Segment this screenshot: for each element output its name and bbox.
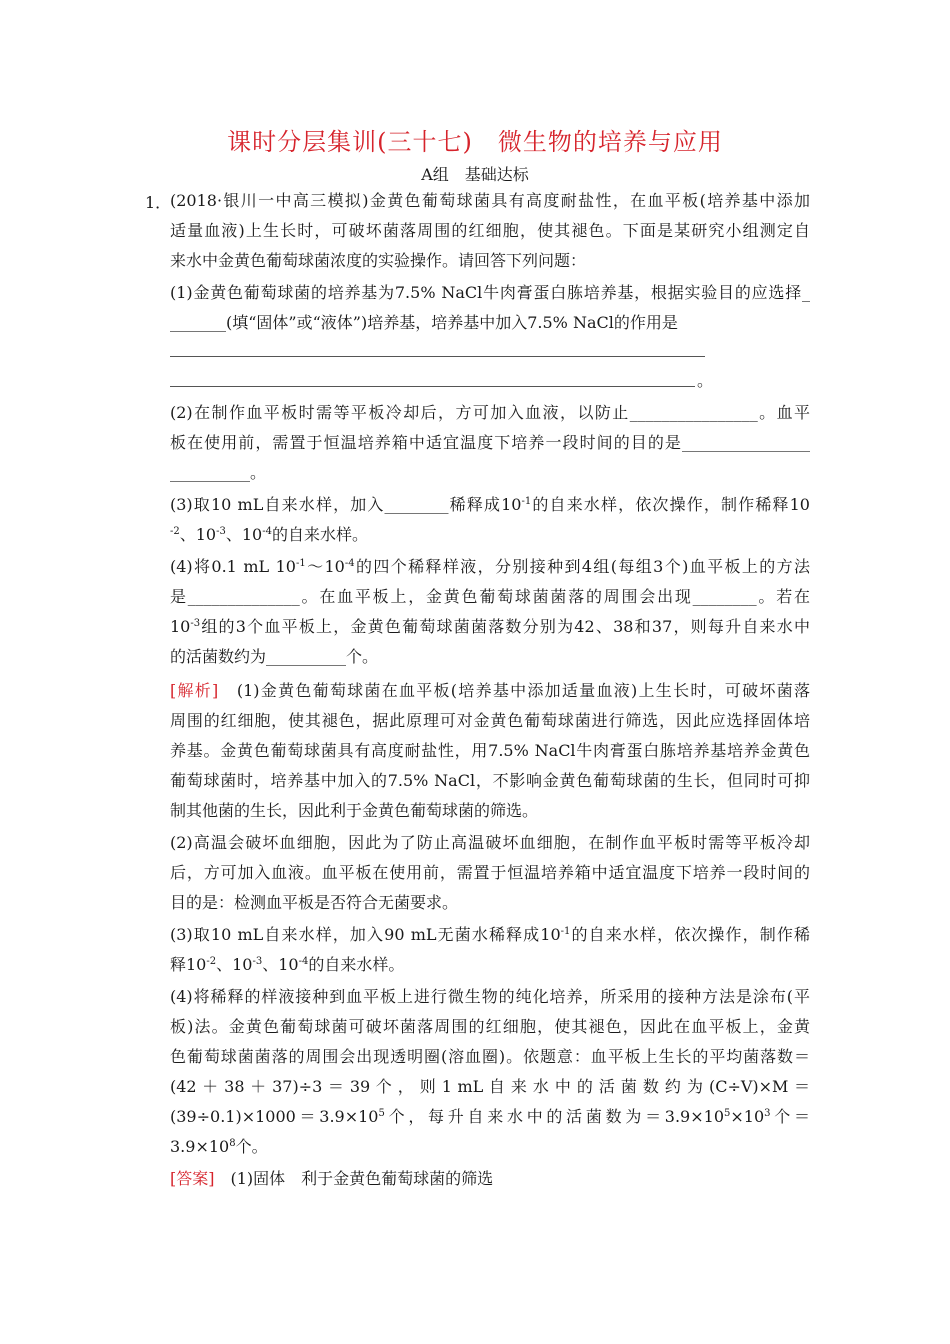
answer-text: (1)固体 利于金黄色葡萄球菌的筛选 bbox=[214, 1169, 494, 1188]
part2-line: (2)在制作血平板时需等平板冷却后，方可加入血液，以防止________________。血平 bbox=[170, 403, 810, 422]
text-run: 的自来水样，依次操作，制作稀释10 bbox=[531, 495, 810, 514]
exponent: 5 bbox=[724, 1108, 731, 1119]
text-run: 的自来水样。 bbox=[272, 525, 369, 544]
answer-blank-line bbox=[170, 386, 695, 387]
text-run: 、10 bbox=[216, 955, 253, 974]
analysis-line bbox=[170, 680, 810, 704]
analysis-line: 色葡萄球菌菌落的周围会出现透明圈(溶血圈)。依题意：血平板上生长的平均菌落数＝ bbox=[170, 1047, 810, 1066]
exponent: -1 bbox=[521, 496, 532, 507]
analysis-line: 后，方可加入血液。血平板在使用前，需置于恒温培养箱中适宜温度下培养一段时间的 bbox=[170, 863, 810, 882]
part4-line bbox=[170, 556, 810, 580]
text-run: 10 bbox=[170, 617, 191, 636]
text-run: ～10 bbox=[305, 557, 345, 576]
analysis-line: (2)高温会破坏血细胞，因此为了防止高温破坏血细胞，在制作血平板时需等平板冷却 bbox=[170, 833, 810, 852]
part1-line: _______(填“固体”或“液体”)培养基，培养基中加入7.5% NaCl的作用是 bbox=[170, 313, 678, 332]
part4-line: 的活菌数约为__________个。 bbox=[170, 647, 379, 666]
answer-line bbox=[170, 1168, 810, 1192]
text-run: 、10 bbox=[179, 525, 217, 544]
part1-line: (1)金黄色葡萄球菌的培养基为7.5% NaCl牛肉膏蛋白胨培养基，根据实验目的应选择_ bbox=[170, 283, 810, 302]
exponent: -4 bbox=[344, 558, 355, 569]
analysis-line bbox=[170, 1106, 810, 1130]
exponent: -3 bbox=[190, 618, 201, 629]
question-stem-line: 来水中金黄色葡萄球菌浓度的实验操作。请回答下列问题： bbox=[170, 251, 587, 270]
part4-line bbox=[170, 616, 810, 640]
analysis-line bbox=[170, 1136, 810, 1160]
analysis-line: 葡萄球菌时，培养基中加入的7.5% NaCl，不影响金黄色葡萄球菌的生长，但同时可抑 bbox=[170, 771, 810, 790]
text-run: 、10 bbox=[225, 525, 263, 544]
text-run: 释10 bbox=[170, 955, 207, 974]
part3-line bbox=[170, 494, 810, 518]
analysis-line: 周围的红细胞，使其褪色，据此原理可对金黄色葡萄球菌进行筛选，因此应选择固体培 bbox=[170, 711, 810, 730]
exponent: -2 bbox=[206, 956, 217, 967]
exponent: -1 bbox=[295, 558, 306, 569]
analysis-line: 养基。金黄色葡萄球菌具有高度耐盐性，用7.5% NaCl牛肉膏蛋白胨培养基培养金黄色 bbox=[170, 741, 810, 760]
text-run: 的四个稀释样液，分别接种到4组(每组3个)血平板上的方法 bbox=[354, 557, 810, 576]
analysis-tag: [解析] bbox=[170, 681, 219, 700]
exponent: -4 bbox=[298, 956, 309, 967]
answer-blank-line bbox=[170, 356, 705, 357]
part1-end-mark: 。 bbox=[697, 371, 714, 390]
text-run: 的自来水样，依次操作，制作稀 bbox=[570, 925, 810, 944]
analysis-line: 板)法。金黄色葡萄球菌可破坏菌落周围的红细胞，使其褪色，因此在血平板上，金黄 bbox=[170, 1017, 810, 1036]
text-run: (4)将0.1 mL 10 bbox=[170, 557, 296, 576]
question-stem-line: 适量血液)上生长时，可破坏菌落周围的红细胞，使其褪色。下面是某研究小组测定自 bbox=[170, 221, 810, 240]
exponent: -2 bbox=[170, 526, 180, 537]
analysis-line: 制其他菌的生长，因此利于金黄色葡萄球菌的筛选。 bbox=[170, 801, 539, 820]
text-run: ×10 bbox=[730, 1107, 765, 1126]
text-run: (3)取10 mL自来水样，加入90 mL无菌水稀释成10 bbox=[170, 925, 561, 944]
question-number: 1． bbox=[145, 193, 172, 212]
exponent: -1 bbox=[560, 926, 571, 937]
part2-line: __________。 bbox=[170, 463, 267, 482]
text-run: 个，每升自来水中的活菌数为＝3.9×10 bbox=[384, 1107, 725, 1126]
exponent: 8 bbox=[229, 1138, 236, 1149]
analysis-line: (4)将稀释的样液接种到血平板上进行微生物的纯化培养，所采用的接种方法是涂布(平 bbox=[170, 987, 810, 1006]
analysis-line bbox=[170, 954, 810, 978]
exponent: -3 bbox=[216, 526, 226, 537]
page-title: 课时分层集训(三十七) 微生物的培养与应用 bbox=[227, 128, 723, 156]
text-run: 3.9×10 bbox=[170, 1137, 230, 1156]
exponent: -3 bbox=[252, 956, 263, 967]
question-stem-line: (2018·银川一中高三模拟)金黄色葡萄球菌具有高度耐盐性，在血平板(培养基中添加 bbox=[170, 191, 810, 210]
exponent: 5 bbox=[378, 1108, 385, 1119]
analysis-line bbox=[170, 924, 810, 948]
text-run: (1)金黄色葡萄球菌在血平板(培养基中添加适量血液)上生长时，可破坏菌落 bbox=[218, 681, 810, 700]
part4-line: 是______________。在血平板上，金黄色葡萄球菌菌落的周围会出现________。若在 bbox=[170, 587, 810, 606]
exponent: 3 bbox=[764, 1108, 771, 1119]
text-run: 的自来水样。 bbox=[308, 955, 405, 974]
section-subtitle: A组 基础达标 bbox=[421, 165, 529, 184]
text-run: 组的3个血平板上，金黄色葡萄球菌菌落数分别为42、38和37，则每升自来水中 bbox=[200, 617, 810, 636]
exponent: -4 bbox=[262, 526, 272, 537]
part3-line bbox=[170, 524, 810, 548]
text-run: 个＝ bbox=[770, 1107, 810, 1126]
answer-tag: [答案] bbox=[170, 1169, 215, 1188]
text-run: (39÷0.1)×1000＝3.9×10 bbox=[170, 1107, 379, 1126]
analysis-line: (42 ＋ 38 ＋ 37)÷3 ＝ 39 个 ， 则 1 mL 自 来 水 中 的 活 菌 数 约 为 (C÷V)×M ＝ bbox=[170, 1077, 810, 1096]
part2-line: 板在使用前，需置于恒温培养箱中适宜温度下培养一段时间的目的是________________ bbox=[170, 433, 810, 452]
text-run: 、10 bbox=[262, 955, 299, 974]
text-run: (3)取10 mL自来水样，加入________稀释成10 bbox=[170, 495, 522, 514]
text-run: 个。 bbox=[235, 1137, 268, 1156]
analysis-line: 目的是：检测血平板是否符合无菌要求。 bbox=[170, 893, 459, 912]
